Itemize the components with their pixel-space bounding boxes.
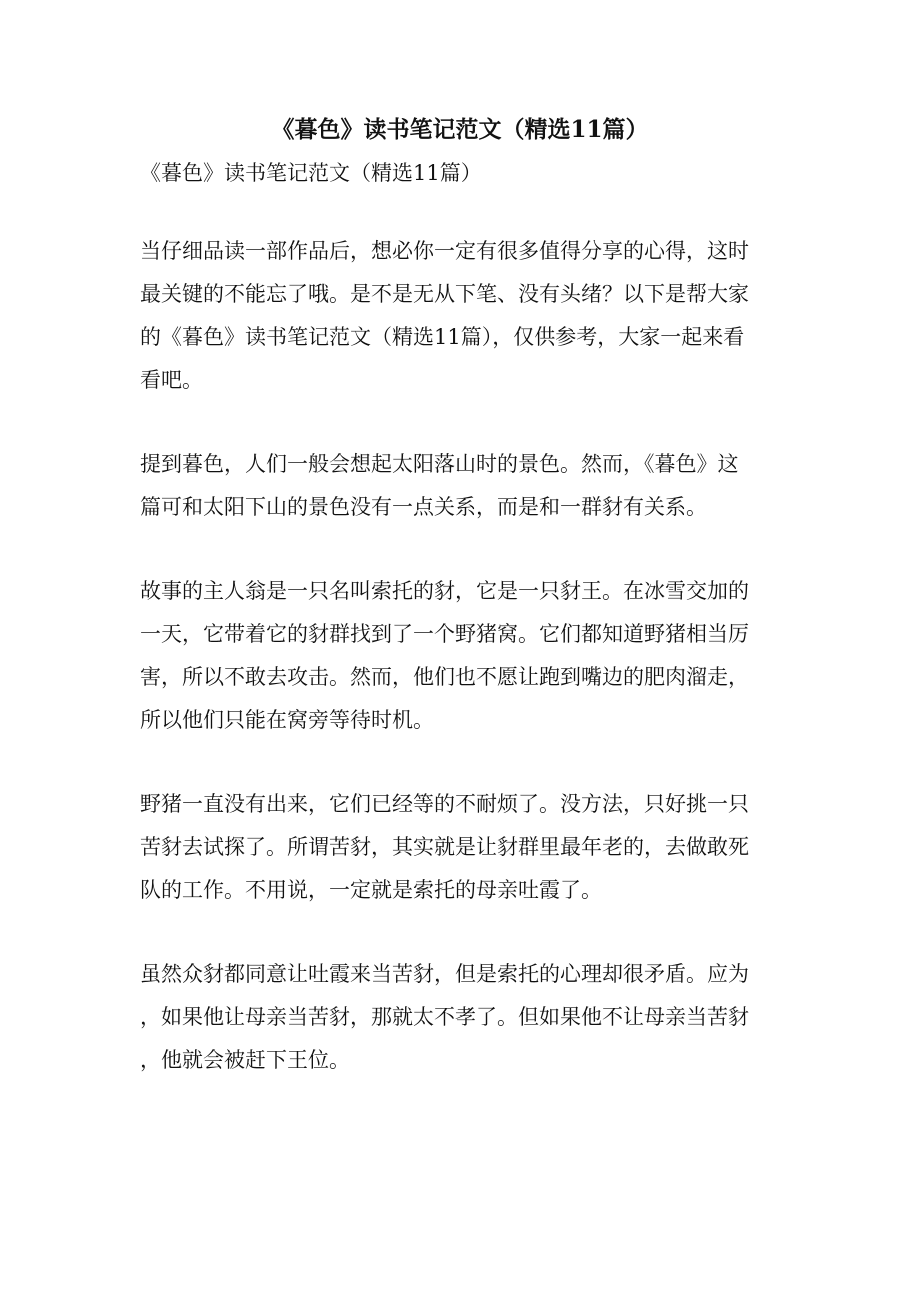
document-body bbox=[140, 230, 780, 1123]
paragraph-line: 提到暮色，人们一般会想起太阳落山时的景色。然而，《暮色》这 bbox=[140, 452, 739, 476]
paragraph-line: 篇可和太阳下山的景色没有一点关系，而是和一群豺有关系。 bbox=[140, 495, 707, 519]
paragraph-line: 最关键的不能忘了哦。是不是无从下笔、没有头绪？以下是帮大家 bbox=[140, 282, 749, 306]
paragraph-line: 一天，它带着它的豺群找到了一个野猪窝。它们都知道野猪相当厉 bbox=[140, 622, 749, 646]
paragraph-line: 所以他们只能在窝旁等待时机。 bbox=[140, 708, 434, 732]
paragraph-line: ，他就会被赶下王位。 bbox=[140, 1048, 350, 1072]
paragraph-line: 队的工作。不用说，一定就是索托的母亲吐霞了。 bbox=[140, 878, 602, 902]
paragraph-line: ，如果他让母亲当苦豺，那就太不孝了。但如果他不让母亲当苦豺 bbox=[140, 1005, 749, 1029]
paragraph-line: 虽然众豺都同意让吐霞来当苦豺，但是索托的心理却很矛盾。应为 bbox=[140, 962, 749, 986]
paragraph-3 bbox=[140, 570, 780, 742]
paragraph-line: 的《暮色》读书笔记范文（精选11篇），仅供参考，大家一起来看 bbox=[140, 325, 745, 349]
paragraph-line: 害，所以不敢去攻击。然而，他们也不愿让跑到嘴边的肥肉溜走， bbox=[140, 665, 749, 689]
paragraph-line: 故事的主人翁是一只名叫索托的豺，它是一只豺王。在冰雪交加的 bbox=[140, 579, 749, 603]
paragraph-4 bbox=[140, 783, 780, 912]
paragraph-intro bbox=[140, 230, 780, 402]
document-subtitle: 《暮色》读书笔记范文（精选11篇） bbox=[140, 161, 482, 185]
paragraph-2 bbox=[140, 443, 780, 529]
paragraph-line: 苦豺去试探了。所谓苦豺，其实就是让豺群里最年老的，去做敢死 bbox=[140, 835, 749, 859]
document-title: 《暮色》读书笔记范文（精选11篇） bbox=[271, 116, 649, 143]
paragraph-line: 看吧。 bbox=[140, 368, 203, 392]
paragraph-5 bbox=[140, 953, 780, 1082]
paragraph-line: 当仔细品读一部作品后，想必你一定有很多值得分享的心得，这时 bbox=[140, 239, 749, 263]
paragraph-line: 野猪一直没有出来，它们已经等的不耐烦了。没方法，只好挑一只 bbox=[140, 792, 749, 816]
